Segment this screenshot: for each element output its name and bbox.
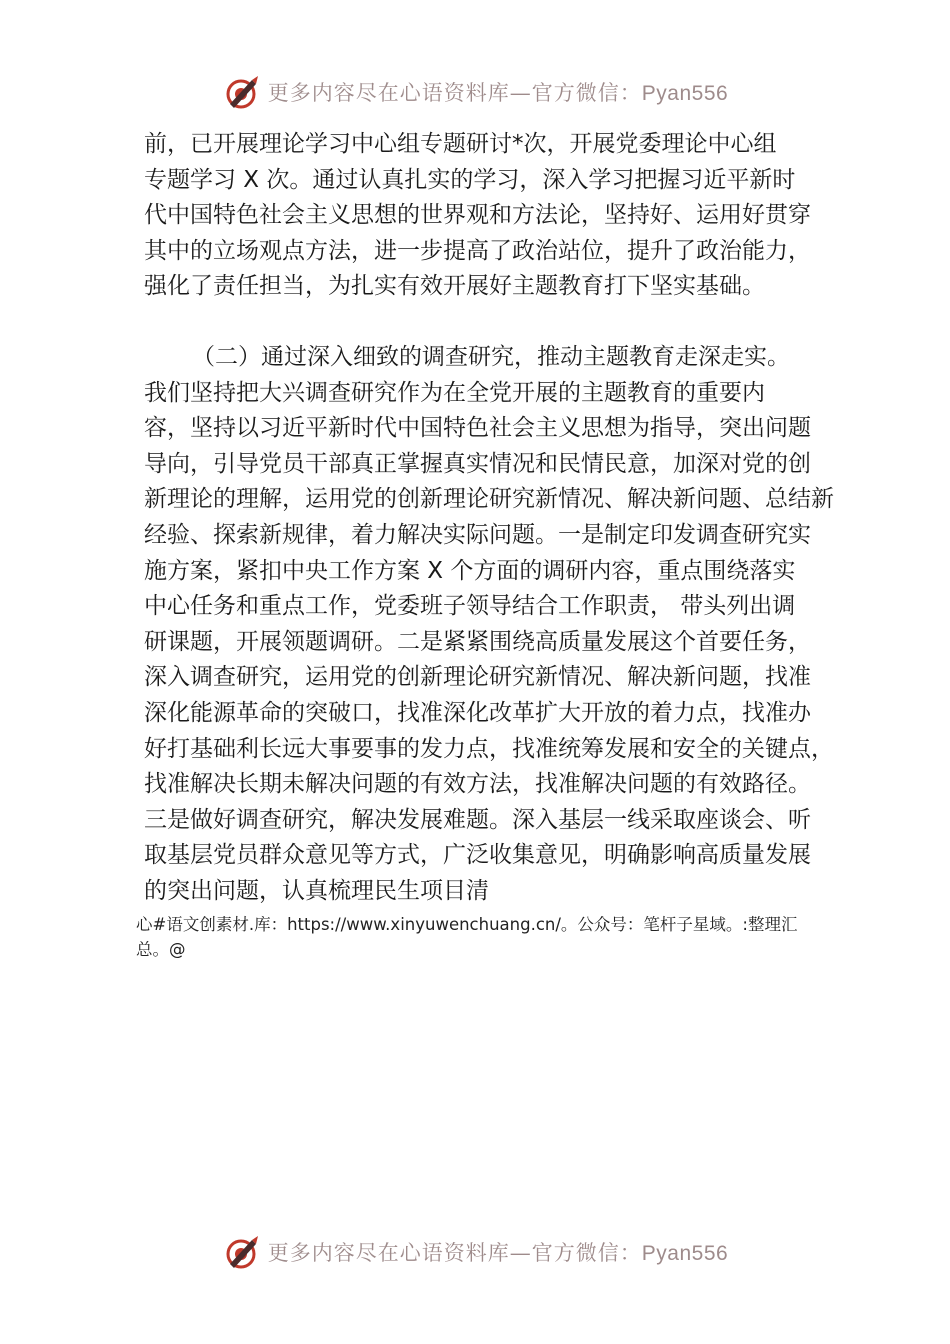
footer-banner-text: 更多内容尽在心语资料库—官方微信：Pyan556 — [267, 1241, 729, 1265]
header-banner-text: 更多内容尽在心语资料库—官方微信：Pyan556 — [267, 81, 729, 105]
paragraph-2-line: 三是做好调查研究，解决发展难题。深入基层一线采取座谈会、听 — [144, 806, 811, 833]
paragraph-2-line: 导向，引导党员干部真正掌握真实情况和民情民意，加深对党的创 — [144, 450, 811, 477]
footer-wechat-id: Pyan556 — [641, 1242, 729, 1265]
paragraph-1-line: 其中的立场观点方法，进一步提高了政治站位，提升了政治能力， — [144, 237, 811, 264]
paragraph-2-line: 施方案，紧扣中央工作方案 X 个方面的调研内容，重点围绕落实 — [144, 557, 796, 584]
pen-logo-icon — [222, 72, 262, 112]
document-body — [144, 127, 834, 909]
paragraph-spacer — [144, 305, 834, 340]
paragraph-1-line: 代中国特色社会主义思想的世界观和方法论，坚持好、运用好贯穿 — [144, 202, 811, 229]
footer-banner — [0, 1228, 950, 1276]
paragraph-1-line: 专题学习 X 次。通过认真扎实的学习，深入学习把握习近平新时 — [144, 166, 796, 193]
section-heading-2: （二）通过深入细致的调查研究，推动主题教育走深走实。 — [192, 343, 790, 370]
header-wechat-id: Pyan556 — [641, 82, 729, 105]
paragraph-1-line: 强化了责任担当，为扎实有效开展好主题教育打下坚实基础。 — [144, 273, 765, 300]
paragraph-2-line: 容，坚持以习近平新时代中国特色社会主义思想为指导，突出问题 — [144, 415, 811, 442]
paragraph-2-line: 经验、探索新规律，着力解决实际问题。一是制定印发调查研究实 — [144, 521, 811, 548]
header-banner — [0, 68, 950, 116]
paragraph-2-line: 我们坚持把大兴调查研究作为在全党开展的主题教育的重要内 — [144, 379, 765, 406]
source-note-line-1: 心#语文创素材.库：https://www.xinyuwenchuang.cn/。公众号：笔杆子星域。:整理汇 — [136, 915, 798, 934]
paragraph-2-line: 新理论的理解，运用党的创新理论研究新情况、解决新问题、总结新 — [144, 486, 834, 513]
paragraph-2-line: 好打基础利长远大事要事的发力点，找准统筹发展和安全的关键点， — [144, 735, 834, 762]
paragraph-2-line: 研课题，开展领题调研。二是紧紧围绕高质量发展这个首要任务， — [144, 628, 811, 655]
paragraph-2-line: 深化能源革命的突破口，找准深化改革扩大开放的着力点，找准办 — [144, 699, 811, 726]
paragraph-2-line: 的突出问题，认真梳理民生项目清 — [144, 877, 489, 904]
pen-logo-icon — [222, 1232, 262, 1272]
source-note-line-2: 总。@ — [136, 940, 186, 959]
source-note — [136, 912, 826, 962]
paragraph-2-line: 深入调查研究，运用党的创新理论研究新情况、解决新问题，找准 — [144, 664, 811, 691]
paragraph-1-line: 前，已开展理论学习中心组专题研讨*次，开展党委理论中心组 — [144, 131, 777, 157]
paragraph-2-line: 中心任务和重点工作，党委班子领导结合工作职责， 带头列出调 — [144, 593, 796, 620]
paragraph-2-line: 找准解决长期未解决问题的有效方法，找准解决问题的有效路径。 — [144, 771, 811, 798]
paragraph-2-line: 取基层党员群众意见等方式，广泛收集意见，明确影响高质量发展 — [144, 842, 811, 869]
